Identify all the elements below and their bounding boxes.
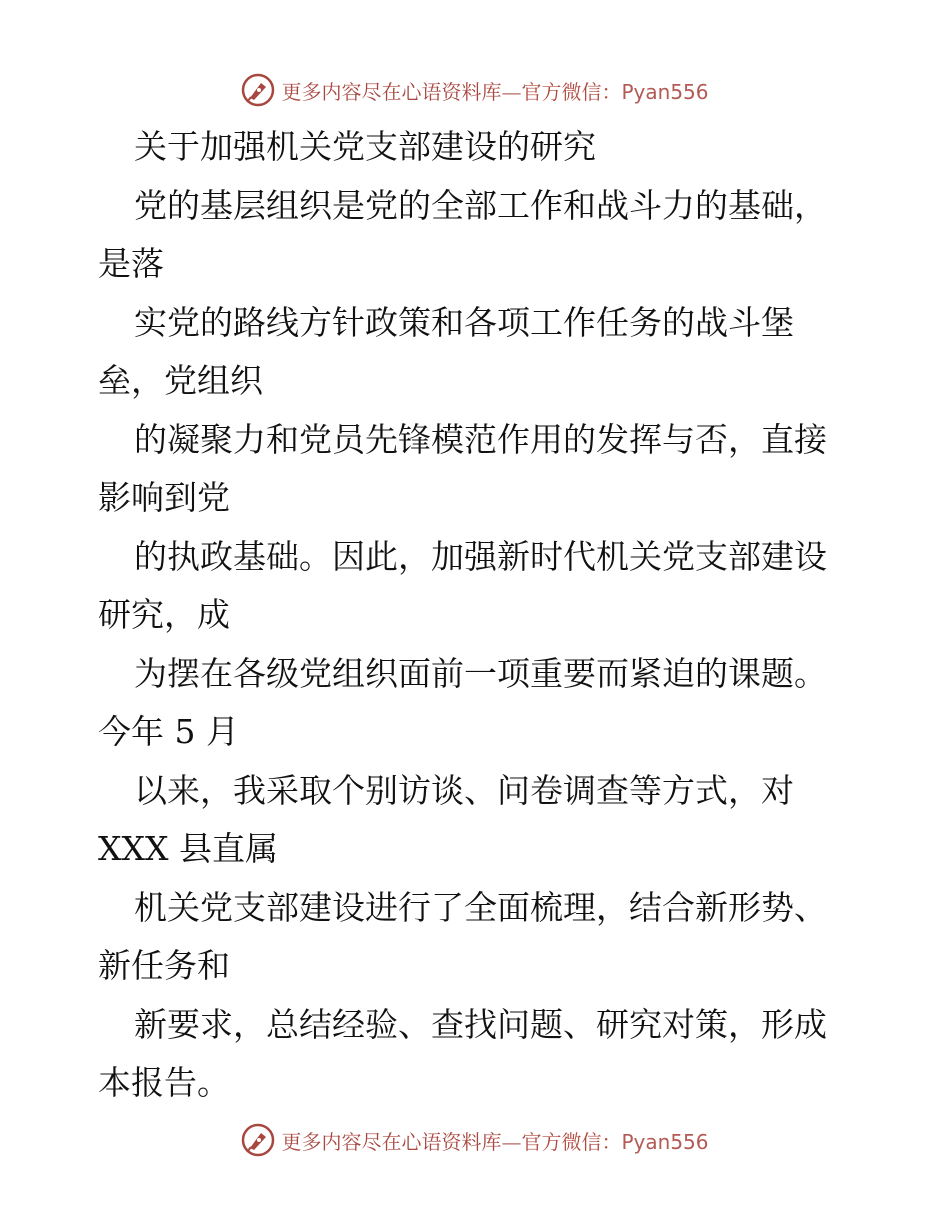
text-line: 的执政基础。因此，加强新时代机关党支部建设 — [134, 536, 827, 576]
text-line: 的凝聚力和党员先锋模范作用的发挥与否，直接 — [134, 419, 827, 459]
watermark-wechat-label: 官方微信： — [521, 1129, 622, 1154]
text-line: 影响到党 — [98, 478, 230, 517]
text-line: 本报告。 — [98, 1063, 230, 1102]
text-line: 垒，党组织 — [98, 361, 263, 400]
text-line: 以来，我采取个别访谈、问卷调查等方式，对 — [134, 770, 794, 810]
text-line: 今年 5 月 — [98, 712, 239, 751]
document-title: 关于加强机关党支部建设的研究 — [134, 127, 596, 166]
text-line: 机关党支部建设进行了全面梳理，结合新形势、 — [134, 887, 827, 927]
text-line: 党的基层组织是党的全部工作和战斗力的基础， — [134, 185, 827, 225]
text-line: XXX 县直属 — [98, 829, 278, 868]
watermark-site-text: 更多内容尽在心语资料库 — [281, 79, 502, 104]
watermark-wechat-label: 官方微信： — [521, 79, 622, 104]
text-line: 研究，成 — [98, 595, 230, 634]
watermark-wechat-id: Pyan556 — [621, 1129, 709, 1154]
text-line: 新要求，总结经验、查找问题、研究对策，形成 — [134, 1004, 827, 1044]
text-line: 为摆在各级党组织面前一项重要而紧迫的课题。 — [134, 653, 827, 693]
watermark-text — [281, 76, 708, 105]
text-line: 新任务和 — [98, 946, 230, 985]
text-line: 实党的路线方针政策和各项工作任务的战斗堡 — [134, 302, 794, 342]
pen-nib-logo-icon — [241, 1123, 275, 1157]
watermark-site-text: 更多内容尽在心语资料库 — [281, 1129, 502, 1154]
header-watermark — [0, 70, 950, 110]
pen-nib-logo-icon — [241, 73, 275, 107]
watermark-text — [281, 1126, 708, 1155]
watermark-separator: — — [501, 79, 522, 104]
watermark-separator: — — [501, 1129, 522, 1154]
document-body — [98, 118, 858, 1113]
watermark-wechat-id: Pyan556 — [621, 79, 709, 104]
footer-watermark — [0, 1120, 950, 1160]
text-line: 是落 — [98, 244, 164, 283]
